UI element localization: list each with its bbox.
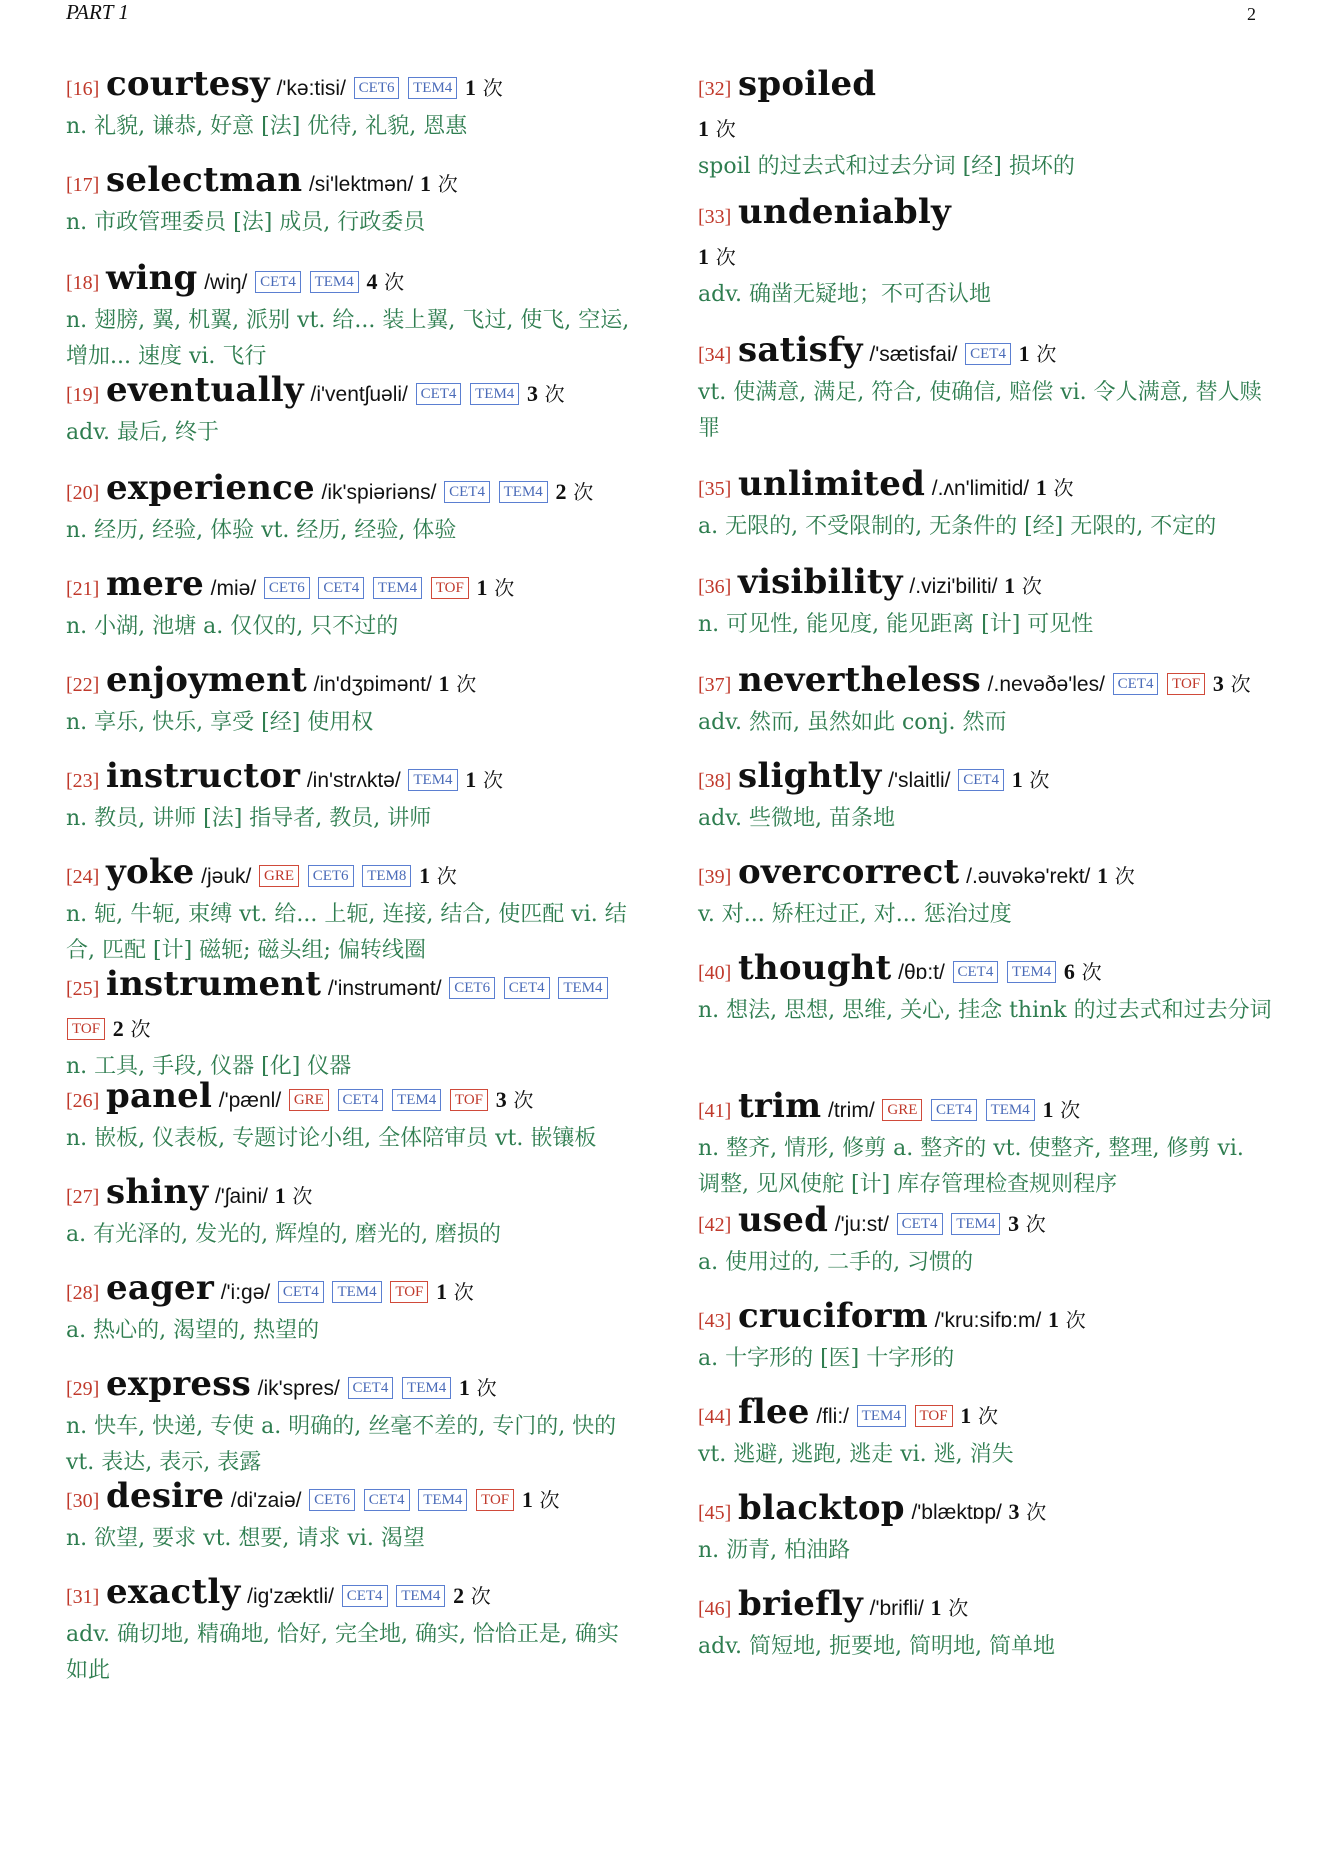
vocab-entry <box>698 1200 1272 1281</box>
exam-tag: TOF <box>67 1018 105 1040</box>
count-suffix: 次 <box>384 270 405 294</box>
exam-tag: TEM4 <box>986 1099 1035 1121</box>
definition: vt. 逃避, 逃跑, 逃走 vi. 逃, 消失 <box>698 1442 1014 1467</box>
entry-head <box>698 1296 1272 1341</box>
exam-tag: CET6 <box>309 1489 355 1511</box>
entry-number: [17] <box>66 174 100 196</box>
occurrence-count: 1 <box>274 1183 286 1208</box>
pronunciation: /.vizi'biliti/ <box>909 575 998 598</box>
entry-number: [24] <box>66 866 100 888</box>
pronunciation: /'instrumənt/ <box>327 977 442 1000</box>
exam-tag: TEM4 <box>499 481 548 503</box>
exam-tag: TEM4 <box>857 1405 906 1427</box>
exam-tag: CET4 <box>1113 673 1159 695</box>
vocab-entry <box>698 852 1272 933</box>
occurrence-count: 1 <box>521 1487 533 1512</box>
pronunciation: /ik'spres/ <box>257 1377 340 1400</box>
entry-number: [16] <box>66 78 100 100</box>
vocab-entry <box>66 1364 640 1481</box>
headword: trim <box>738 1086 822 1126</box>
exam-tag: TEM4 <box>402 1377 451 1399</box>
count-suffix: 次 <box>130 1017 151 1041</box>
pronunciation: /ik'spiəriəns/ <box>321 481 437 504</box>
pronunciation: /.əuvəkə'rekt/ <box>966 865 1091 888</box>
headword: thought <box>738 948 892 988</box>
definition: adv. 些微地, 苗条地 <box>698 806 895 831</box>
definition: adv. 简短地, 扼要地, 简明地, 简单地 <box>698 1634 1055 1659</box>
occurrence-count: 3 <box>1212 671 1224 696</box>
exam-tag: CET4 <box>348 1377 394 1399</box>
pronunciation: /jəuk/ <box>201 865 252 888</box>
definition: n. 轭, 牛轭, 束缚 vt. 给... 上轭, 连接, 结合, 使匹配 vi. 结合, 匹配 [计] 磁轭; 磁头组; 偏转线圈 <box>66 902 627 963</box>
exam-tag: TEM4 <box>373 577 422 599</box>
definition: vt. 使满意, 满足, 符合, 使确信, 赔偿 vi. 令人满意, 替人赎罪 <box>698 380 1262 441</box>
headword: experience <box>106 468 315 508</box>
entry-number: [23] <box>66 770 100 792</box>
pronunciation: /wiŋ/ <box>204 271 248 294</box>
page-number: 2 <box>1247 4 1256 24</box>
headword: instrument <box>106 964 322 1004</box>
headword: cruciform <box>738 1296 928 1336</box>
exam-tag: CET6 <box>308 865 354 887</box>
definition: v. 对... 矫枉过正, 对... 惩治过度 <box>698 902 1012 927</box>
count-suffix: 次 <box>977 1404 998 1428</box>
pronunciation: /ig'zæktli/ <box>247 1585 334 1608</box>
vocab-entry <box>698 64 1272 185</box>
entry-head <box>66 468 640 513</box>
count-suffix: 次 <box>453 1280 474 1304</box>
headword: overcorrect <box>738 852 960 892</box>
pronunciation: /si'lektmən/ <box>308 173 414 196</box>
count-suffix: 次 <box>1036 342 1057 366</box>
headword: eager <box>106 1268 214 1308</box>
vocab-entry <box>698 660 1272 741</box>
occurrence-count: 1 <box>436 1279 448 1304</box>
occurrence-count: 6 <box>1063 959 1075 984</box>
pronunciation: /'blæktɒp/ <box>911 1501 1002 1524</box>
vocab-entry <box>698 756 1272 837</box>
pronunciation: /'i:gə/ <box>220 1281 271 1304</box>
occurrence-count: 1 <box>1042 1097 1054 1122</box>
occurrence-count: 1 <box>698 244 709 269</box>
entry-head <box>698 1488 1272 1533</box>
entry-number: [27] <box>66 1186 100 1208</box>
exam-tag: TOF <box>915 1405 953 1427</box>
exam-tag: CET4 <box>958 769 1004 791</box>
count-suffix: 次 <box>437 172 458 196</box>
vocab-entry <box>66 370 640 451</box>
pronunciation: /'sætisfai/ <box>869 343 958 366</box>
occurrence-count: 1 <box>458 1375 470 1400</box>
entry-number: [40] <box>698 962 732 984</box>
part-label: PART 1 <box>66 0 129 24</box>
vocab-entry <box>66 258 640 375</box>
entry-head <box>66 1476 640 1521</box>
vocab-entry <box>698 330 1272 447</box>
exam-tag: TEM4 <box>310 271 359 293</box>
definition: a. 无限的, 不受限制的, 无条件的 [经] 无限的, 不定的 <box>698 514 1217 539</box>
count-suffix: 次 <box>494 576 515 600</box>
exam-tag: TEM4 <box>951 1213 1000 1235</box>
entry-head <box>66 964 640 1049</box>
count-suffix: 次 <box>1025 1212 1046 1236</box>
headword: wing <box>106 258 198 298</box>
vocab-entry <box>698 1488 1272 1569</box>
exam-tag: TEM4 <box>1007 961 1056 983</box>
entry-number: [35] <box>698 478 732 500</box>
vocab-entry <box>698 1392 1272 1473</box>
exam-tag: TEM8 <box>362 865 411 887</box>
entry-number: [36] <box>698 576 732 598</box>
pronunciation: /di'zaiə/ <box>230 1489 302 1512</box>
count-suffix: 次 <box>1081 960 1102 984</box>
exam-tag: CET4 <box>444 481 490 503</box>
entry-head <box>698 852 1272 897</box>
entry-head <box>66 1364 640 1409</box>
exam-tag: GRE <box>289 1089 329 1111</box>
definition: n. 工具, 手段, 仪器 [化] 仪器 <box>66 1054 352 1079</box>
entry-number: [22] <box>66 674 100 696</box>
count-suffix: 次 <box>470 1584 491 1608</box>
entry-head <box>66 660 640 705</box>
vocab-entry <box>66 1572 640 1689</box>
exam-tag: CET6 <box>354 77 400 99</box>
headword: used <box>738 1200 829 1240</box>
pronunciation: /'kə:tisi/ <box>276 77 346 100</box>
headword: enjoyment <box>106 660 307 700</box>
headword: eventually <box>106 370 304 410</box>
definition: a. 有光泽的, 发光的, 辉煌的, 磨光的, 磨损的 <box>66 1222 502 1247</box>
headword: nevertheless <box>738 660 981 700</box>
count-suffix: 次 <box>482 768 503 792</box>
exam-tag: CET4 <box>364 1489 410 1511</box>
definition: n. 整齐, 情形, 修剪 a. 整齐的 vt. 使整齐, 整理, 修剪 vi. 调整, 见风使舵 [计] 库存管理检查规则程序 <box>698 1136 1244 1197</box>
entry-number: [19] <box>66 384 100 406</box>
vocab-entry <box>698 1584 1272 1665</box>
count-suffix: 次 <box>482 76 503 100</box>
definition: a. 热心的, 渴望的, 热望的 <box>66 1318 320 1343</box>
occurrence-count: 2 <box>555 479 567 504</box>
entry-number: [25] <box>66 978 100 1000</box>
vocab-entry <box>66 756 640 837</box>
pronunciation: /in'dʒɒimənt/ <box>313 673 432 696</box>
definition: n. 欲望, 要求 vt. 想要, 请求 vi. 渴望 <box>66 1526 425 1551</box>
entry-head <box>66 852 640 897</box>
pronunciation: /'pænl/ <box>218 1089 282 1112</box>
occurrence-count: 1 <box>1035 475 1047 500</box>
count-suffix: 次 <box>436 864 457 888</box>
occurrence-count: 1 <box>1004 573 1016 598</box>
count-suffix: 次 <box>544 382 565 406</box>
occurrence-count: 1 <box>420 171 432 196</box>
pronunciation: /'ʃaini/ <box>214 1185 269 1208</box>
exam-tag: GRE <box>259 865 299 887</box>
count-suffix: 次 <box>1053 476 1074 500</box>
count-suffix: 次 <box>573 480 594 504</box>
headword: unlimited <box>738 464 926 504</box>
entry-head <box>66 258 640 303</box>
count-suffix: 次 <box>1026 1500 1047 1524</box>
count-suffix: 次 <box>1065 1308 1086 1332</box>
count-suffix: 次 <box>476 1376 497 1400</box>
exam-tag: TOF <box>390 1281 428 1303</box>
pronunciation: /'kru:sifɒ:m/ <box>934 1309 1042 1332</box>
occurrence-count: 1 <box>1097 863 1109 888</box>
definition: n. 快车, 快递, 专使 a. 明确的, 丝毫不差的, 专门的, 快的 vt. 表达, 表示, 表露 <box>66 1414 617 1475</box>
entry-number: [28] <box>66 1282 100 1304</box>
vocab-entry <box>66 660 640 741</box>
exam-tag: CET4 <box>965 343 1011 365</box>
entry-head <box>66 564 640 609</box>
vocab-entry <box>698 464 1272 545</box>
pronunciation: /.nevəðə'les/ <box>987 673 1105 696</box>
entry-head <box>66 64 640 109</box>
vocab-entry <box>66 1076 640 1157</box>
vocab-entry <box>66 964 640 1085</box>
headword: mere <box>106 564 204 604</box>
occurrence-count: 1 <box>698 116 709 141</box>
entry-head <box>698 756 1272 801</box>
entry-number: [43] <box>698 1310 732 1332</box>
entry-number: [18] <box>66 272 100 294</box>
headword: briefly <box>738 1584 863 1624</box>
entry-number: [38] <box>698 770 732 792</box>
exam-tag: TEM4 <box>396 1585 445 1607</box>
pronunciation: /in'strʌktə/ <box>306 769 401 792</box>
exam-tag: CET4 <box>318 577 364 599</box>
pronunciation: /'slaitli/ <box>888 769 951 792</box>
entry-number: [39] <box>698 866 732 888</box>
vocab-entry <box>66 564 640 645</box>
occurrence-count: 1 <box>476 575 488 600</box>
definition: n. 沥青, 柏油路 <box>698 1538 851 1563</box>
occurrence-count: 3 <box>526 381 538 406</box>
headword: courtesy <box>106 64 270 104</box>
exam-tag: CET4 <box>416 383 462 405</box>
entry-number: [21] <box>66 578 100 600</box>
entry-head <box>66 1172 640 1217</box>
entry-number: [26] <box>66 1090 100 1112</box>
occurrence-count: 1 <box>930 1595 942 1620</box>
occurrence-count: 2 <box>453 1583 465 1608</box>
count-suffix: 次 <box>292 1184 313 1208</box>
count-suffix: 次 <box>1230 672 1251 696</box>
headword: spoiled <box>738 64 877 104</box>
entry-head <box>698 562 1272 607</box>
exam-tag: TEM4 <box>392 1089 441 1111</box>
count-suffix: 次 <box>513 1088 534 1112</box>
exam-tag: CET6 <box>449 977 495 999</box>
definition: n. 市政管理委员 [法] 成员, 行政委员 <box>66 210 426 235</box>
entry-number: [29] <box>66 1378 100 1400</box>
entry-head <box>66 1268 640 1313</box>
entry-number: [42] <box>698 1214 732 1236</box>
entry-head <box>698 64 1272 149</box>
entry-head <box>66 160 640 205</box>
definition: n. 想法, 思想, 思维, 关心, 挂念 think 的过去式和过去分词 <box>698 998 1272 1023</box>
entry-number: [32] <box>698 78 732 100</box>
exam-tag: CET4 <box>953 961 999 983</box>
exam-tag: TEM4 <box>408 77 457 99</box>
exam-tag: TOF <box>450 1089 488 1111</box>
headword: undeniably <box>738 192 951 232</box>
definition: a. 使用过的, 二手的, 习惯的 <box>698 1250 974 1275</box>
exam-tag: CET4 <box>931 1099 977 1121</box>
entry-number: [30] <box>66 1490 100 1512</box>
entry-head <box>698 1200 1272 1245</box>
occurrence-count: 1 <box>465 767 477 792</box>
occurrence-count: 4 <box>366 269 378 294</box>
page-header <box>66 0 1256 30</box>
occurrence-count: 1 <box>438 671 450 696</box>
definition: spoil 的过去式和过去分词 [经] 损坏的 <box>698 154 1075 179</box>
vocab-entry <box>698 1086 1272 1203</box>
exam-tag: CET4 <box>255 271 301 293</box>
exam-tag: CET4 <box>342 1585 388 1607</box>
headword: flee <box>738 1392 810 1432</box>
entry-head <box>698 192 1272 277</box>
headword: selectman <box>106 160 303 200</box>
entry-number: [20] <box>66 482 100 504</box>
entry-number: [31] <box>66 1586 100 1608</box>
headword: slightly <box>738 756 882 796</box>
occurrence-count: 1 <box>419 863 431 888</box>
count-suffix: 次 <box>715 245 736 269</box>
vocab-entry <box>66 852 640 969</box>
entry-head <box>698 464 1272 509</box>
entry-head <box>66 370 640 415</box>
exam-tag: CET4 <box>897 1213 943 1235</box>
vocab-entry <box>698 192 1272 313</box>
definition: n. 礼貌, 谦恭, 好意 [法] 优待, 礼貌, 恩惠 <box>66 114 468 139</box>
occurrence-count: 1 <box>1011 767 1023 792</box>
vocab-entry <box>66 1172 640 1253</box>
headword: panel <box>106 1076 213 1116</box>
definition: adv. 然而, 虽然如此 conj. 然而 <box>698 710 1007 735</box>
exam-tag: TOF <box>476 1489 514 1511</box>
pronunciation: /i'ventʃuəli/ <box>310 383 408 406</box>
headword: instructor <box>106 756 301 796</box>
exam-tag: CET4 <box>278 1281 324 1303</box>
definition: adv. 确切地, 精确地, 恰好, 完全地, 确实, 恰恰正是, 确实如此 <box>66 1622 619 1683</box>
entry-number: [41] <box>698 1100 732 1122</box>
vocab-entry <box>698 562 1272 643</box>
count-suffix: 次 <box>948 1596 969 1620</box>
pronunciation: /fli:/ <box>816 1405 849 1428</box>
exam-tag: TOF <box>1167 673 1205 695</box>
entry-head <box>66 756 640 801</box>
entry-number: [44] <box>698 1406 732 1428</box>
exam-tag: TEM4 <box>332 1281 381 1303</box>
exam-tag: GRE <box>882 1099 922 1121</box>
entry-number: [46] <box>698 1598 732 1620</box>
count-suffix: 次 <box>1021 574 1042 598</box>
definition: a. 十字形的 [医] 十字形的 <box>698 1346 955 1371</box>
definition: n. 小湖, 池塘 a. 仅仅的, 只不过的 <box>66 614 399 639</box>
headword: visibility <box>738 562 903 602</box>
definition: n. 享乐, 快乐, 享受 [经] 使用权 <box>66 710 374 735</box>
exam-tag: TEM4 <box>470 383 519 405</box>
definition: n. 可见性, 能见度, 能见距离 [计] 可见性 <box>698 612 1094 637</box>
vocab-entry <box>66 64 640 145</box>
entry-number: [34] <box>698 344 732 366</box>
count-suffix: 次 <box>1114 864 1135 888</box>
entry-head <box>698 948 1272 993</box>
exam-tag: TEM4 <box>408 769 457 791</box>
occurrence-count: 3 <box>1008 1499 1020 1524</box>
entry-head <box>698 1392 1272 1437</box>
occurrence-count: 3 <box>495 1087 507 1112</box>
entry-head <box>698 660 1272 705</box>
vocab-entry <box>698 948 1272 1029</box>
vocab-entry <box>66 468 640 549</box>
count-suffix: 次 <box>539 1488 560 1512</box>
entry-head <box>698 330 1272 375</box>
entry-head <box>698 1584 1272 1629</box>
vocab-entry <box>698 1296 1272 1377</box>
entry-head <box>698 1086 1272 1131</box>
pronunciation: /'brifli/ <box>869 1597 924 1620</box>
pronunciation: /.ʌn'limitid/ <box>931 477 1030 500</box>
pronunciation: /'ju:st/ <box>834 1213 889 1236</box>
exam-tag: CET4 <box>338 1089 384 1111</box>
occurrence-count: 1 <box>465 75 476 100</box>
count-suffix: 次 <box>1060 1098 1081 1122</box>
headword: express <box>106 1364 251 1404</box>
definition: n. 经历, 经验, 体验 vt. 经历, 经验, 体验 <box>66 518 457 543</box>
entry-number: [33] <box>698 206 732 228</box>
occurrence-count: 1 <box>960 1403 972 1428</box>
exam-tag: CET6 <box>264 577 310 599</box>
headword: exactly <box>106 1572 241 1612</box>
vocab-entry <box>66 1268 640 1349</box>
entry-head <box>66 1076 640 1121</box>
headword: satisfy <box>738 330 863 370</box>
occurrence-count: 2 <box>112 1016 124 1041</box>
definition: n. 翅膀, 翼, 机翼, 派别 vt. 给... 装上翼, 飞过, 使飞, 空运, 增加... 速度 vi. 飞行 <box>66 308 630 369</box>
exam-tag: TOF <box>431 577 469 599</box>
exam-tag: TEM4 <box>558 977 607 999</box>
definition: adv. 最后, 终于 <box>66 420 219 445</box>
headword: shiny <box>106 1172 209 1212</box>
vocab-entry <box>66 160 640 241</box>
entry-number: [45] <box>698 1502 732 1524</box>
entry-head <box>66 1572 640 1617</box>
vocab-entry <box>66 1476 640 1557</box>
occurrence-count: 1 <box>1048 1307 1060 1332</box>
headword: desire <box>106 1476 225 1516</box>
pronunciation: /miə/ <box>210 577 257 600</box>
definition: adv. 确凿无疑地；不可否认地 <box>698 282 992 307</box>
headword: blacktop <box>738 1488 905 1528</box>
count-suffix: 次 <box>715 117 736 141</box>
count-suffix: 次 <box>1029 768 1050 792</box>
definition: n. 教员, 讲师 [法] 指导者, 教员, 讲师 <box>66 806 432 831</box>
definition: n. 嵌板, 仪表板, 专题讨论小组, 全体陪审员 vt. 嵌镶板 <box>66 1126 597 1151</box>
pronunciation: /θɒ:t/ <box>898 961 945 984</box>
occurrence-count: 3 <box>1008 1211 1020 1236</box>
exam-tag: TEM4 <box>418 1489 467 1511</box>
headword: yoke <box>106 852 195 892</box>
pronunciation: /trim/ <box>828 1099 875 1122</box>
entry-number: [37] <box>698 674 732 696</box>
count-suffix: 次 <box>456 672 477 696</box>
occurrence-count: 1 <box>1018 341 1030 366</box>
exam-tag: CET4 <box>504 977 550 999</box>
